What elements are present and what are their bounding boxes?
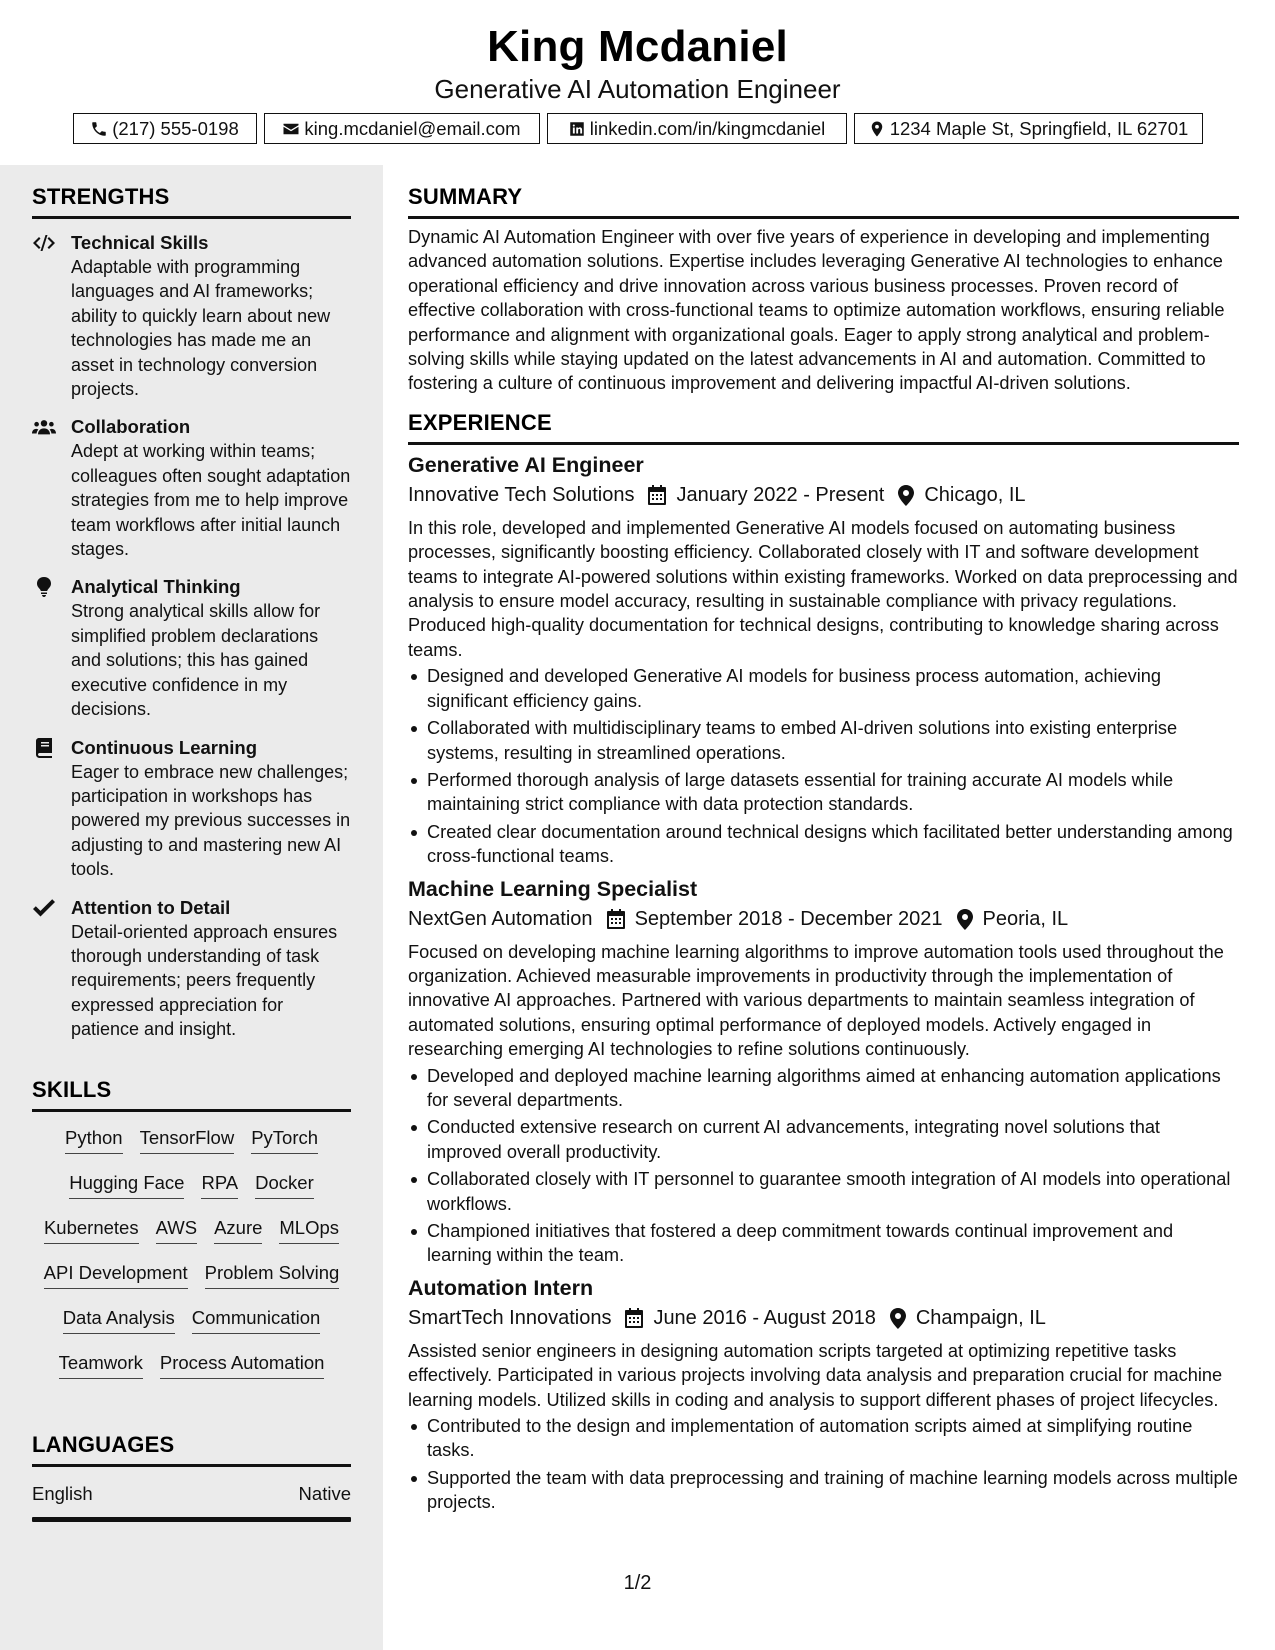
calendar-icon [648,485,666,505]
page-number: 1/2 [623,1572,652,1594]
job-description: Assisted senior engineers in designing automation scripts targeted at optimizing repetitive tasks effectively. Participated in various projects involving data analysis and preparation crucial for machine learning models. Utilized skills in coding and analysis to support different phases of project lifecycles. [408,1340,1223,1410]
job-title: Generative AI Engineer [408,452,644,477]
skill-tag: MLOps [279,1212,339,1244]
map-pin-icon [868,120,886,138]
strength-desc: Eager to embrace new challenges; participation in workshops has powered my previous successes in adjusting to and mastering new AI tools. [71,761,351,880]
users-icon [32,417,56,437]
skill-tag: RPA [201,1167,238,1199]
job-bullets [408,1064,1239,1268]
skill-tag: Teamwork [59,1347,143,1379]
job-entry [408,453,1239,869]
skill-tag: Docker [255,1167,314,1199]
sidebar [0,165,383,1650]
skill-tag: Hugging Face [69,1167,184,1199]
strengths-divider [32,216,351,219]
job-bullet: Championed initiatives that fostered a deep commitment towards continual improvement and learning within the team. [408,1219,1239,1268]
language-proficiency-bar [32,1517,351,1522]
job-dates: January 2022 - Present [676,483,885,506]
map-pin-icon [957,909,973,930]
skill-tag: Kubernetes [44,1212,139,1244]
job-bullets [408,664,1239,868]
envelope-icon [282,120,300,138]
job-title: Machine Learning Specialist [408,876,698,901]
contact-email[interactable] [264,113,540,144]
job-location: Chicago, IL [924,483,1026,506]
experience-divider [408,442,1239,445]
job-dates: September 2018 - December 2021 [634,907,943,930]
summary-heading: SUMMARY [408,184,523,209]
languages-section [32,1432,351,1522]
job-company: SmartTech Innovations [408,1306,612,1329]
strength-item [32,415,351,561]
job-location: Champaign, IL [915,1306,1046,1329]
summary-divider [408,216,1239,219]
job-bullet: Collaborated closely with IT personnel to guarantee smooth integration of AI models into operational workflows. [408,1167,1239,1216]
contact-address[interactable] [854,113,1203,144]
job-bullet: Conducted extensive research on current AI advancements, integrating novel solutions that improved overall productivity. [408,1115,1239,1164]
contact-linkedin-text: linkedin.com/in/kingmcdaniel [589,117,826,139]
language-name: English [32,1483,93,1504]
skill-tag: Python [65,1122,123,1154]
strength-title: Continuous Learning [71,736,258,758]
contact-linkedin[interactable] [547,113,847,144]
phone-icon [90,120,108,138]
job-meta [408,1307,1239,1330]
strengths-section [32,184,351,1056]
skills-divider [32,1109,351,1112]
job-entry [408,877,1239,1268]
skill-tag: Problem Solving [205,1257,340,1289]
strength-item [32,896,351,1042]
job-bullets [408,1414,1239,1515]
contact-address-text: 1234 Maple St, Springfield, IL 62701 [889,117,1189,139]
job-bullet: Contributed to the design and implementation of automation scripts aimed at simplifying routine tasks. [408,1414,1239,1463]
language-level: Native [298,1483,351,1504]
strength-desc: Adept at working within teams; colleagues often sought adaptation strategies from me to help improve team workflows after initial launch stages. [71,441,351,560]
job-meta [408,908,1239,931]
strengths-heading: STRENGTHS [32,184,170,209]
candidate-title: Generative AI Automation Engineer [434,74,841,104]
summary-section [408,184,1239,396]
languages-heading: LANGUAGES [32,1432,175,1457]
contact-phone-text: (217) 555-0198 [112,117,239,139]
languages-divider [32,1464,351,1467]
skills-heading: SKILLS [32,1077,112,1102]
book-icon [32,738,56,758]
contact-phone[interactable] [73,113,257,144]
strength-desc: Strong analytical skills allow for simplified problem declarations and solutions; this has gained executive confidence in my decisions. [71,601,321,720]
map-pin-icon [898,485,914,506]
strength-item [32,736,351,882]
contact-row [0,113,1275,144]
strength-item [32,231,351,401]
job-description: In this role, developed and implemented Generative AI models focused on automating business processes, significantly boosting efficiency. Collaborated closely with IT and software development teams to integrate AI-powered solutions within existing frameworks. Worked on data preprocessing and analysis to ensure model accuracy, resulting in sustainable compliance with privacy regulations. Produced high-quality documentation for technical designs, contributing to knowledge sharing across teams. [408,517,1238,660]
strength-item [32,575,351,721]
job-dates: June 2016 - August 2018 [653,1306,876,1329]
job-bullet: Created clear documentation around technical designs which facilitated better understanding among cross-functional teams. [408,820,1239,869]
strength-title: Analytical Thinking [71,576,241,598]
skill-tag: Process Automation [160,1347,325,1379]
job-bullet: Performed thorough analysis of large datasets essential for training accurate AI models while maintaining strict compliance with data protection standards. [408,768,1239,817]
linkedin-icon [568,120,586,138]
job-bullet: Developed and deployed machine learning algorithms aimed at enhancing automation applications for several departments. [408,1064,1239,1113]
main-content [408,165,1239,1518]
job-bullet: Supported the team with data preprocessing and training of machine learning models across multiple projects. [408,1466,1239,1515]
experience-section [408,410,1239,1515]
calendar-icon [625,1308,643,1328]
job-title: Automation Intern [408,1275,594,1300]
experience-heading: EXPERIENCE [408,409,552,435]
job-bullet: Collaborated with multidisciplinary teams to embed AI-driven solutions into existing enterprise systems, resulting in streamlined operations. [408,716,1239,765]
skill-tag: API Development [44,1257,188,1289]
check-icon [32,898,56,918]
job-company: NextGen Automation [408,907,593,930]
strength-title: Technical Skills [71,232,209,253]
skills-section [32,1077,351,1392]
contact-email-text: king.mcdaniel@email.com [304,117,521,139]
strength-desc: Adaptable with programming languages and AI frameworks; ability to quickly learn about new technologies has made me an asset in technology conversion projects. [71,257,331,400]
language-row [32,1483,351,1505]
candidate-name: King Mcdaniel [487,22,788,71]
job-location: Peoria, IL [982,907,1069,930]
job-meta [408,484,1239,507]
resume-header [0,0,1275,165]
skill-tag: TensorFlow [140,1122,235,1154]
skill-tag: Communication [192,1302,321,1334]
strength-title: Collaboration [71,416,191,438]
calendar-icon [607,909,625,929]
summary-text: Dynamic AI Automation Engineer with over five years of experience in developing and implementing advanced automation solutions. Expertise includes leveraging Generative AI technologies to enhance operational efficiency and drive innovation across various business processes. Proven record of effective collaboration with cross-functional teams to optimize automation workflows, ensuring reliable performance and alignment with organizational goals. Eager to apply strong analytical and problem-solving skills while staying updated on the latest advancements in AI and automation. Committed to fostering a culture of continuous improvement and delivering impactful AI-driven solutions. [408,227,1225,394]
strength-title: Attention to Detail [71,896,231,918]
job-entry [408,1276,1239,1515]
map-pin-icon [890,1308,906,1329]
lightbulb-icon [32,577,56,597]
skill-tag: AWS [156,1212,197,1244]
job-bullet: Designed and developed Generative AI models for business process automation, achieving significant efficiency gains. [408,664,1239,713]
job-description: Focused on developing machine learning algorithms to improve automation tools used throughout the organization. Achieved measurable improvements in productivity through the implementation of innovative AI approaches. Partnered with various departments to maintain seamless integration of automated solutions, ensuring optimal performance of deployed models. Actively engaged in researching emerging AI technologies to refine solutions continuously. [408,941,1224,1060]
skill-tag: Data Analysis [63,1302,175,1334]
skills-list [32,1122,351,1392]
job-company: Innovative Tech Solutions [408,483,635,506]
skill-tag: PyTorch [251,1122,318,1154]
skill-tag: Azure [214,1212,262,1244]
strength-desc: Detail-oriented approach ensures thorough understanding of task requirements; peers frequently expressed appreciation for patience and insight. [71,921,338,1040]
code-icon [32,233,56,253]
